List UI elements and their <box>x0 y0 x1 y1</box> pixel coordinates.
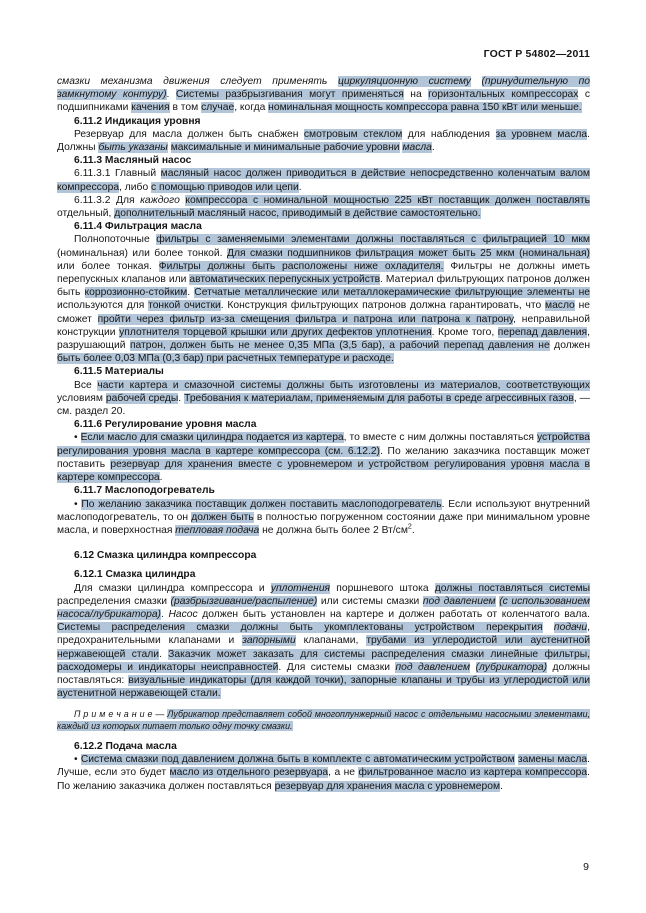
text-run: трубами из углеродистой или аустенитной нержавеющей стали <box>57 635 590 660</box>
text-run: масляный насос должен приводиться в действие непосредственно коленчатым валом <box>160 168 591 180</box>
text-run: запорными <box>242 635 296 647</box>
text-run <box>470 662 476 673</box>
text-run: , либо <box>119 181 152 193</box>
text-run: на <box>403 89 429 101</box>
text-run: 6.12.2 Подача масла <box>74 740 177 752</box>
page-number: 9 <box>583 861 589 873</box>
text-run: , — см. раздел 20. <box>57 392 590 418</box>
text-run: масла <box>402 142 432 154</box>
text-run: уплотнителя торцевой крышки или других дефектов уплотнения <box>119 326 432 338</box>
text-run: 6.11.3.2 Для <box>74 194 141 206</box>
text-run: Если масло для смазки цилиндра подается из картера <box>80 432 344 444</box>
text-run: горизонтальных компрессорах <box>428 89 579 101</box>
text-run: Все <box>74 379 98 391</box>
text-run: патрон, должен быть не менее 0,35 МПа (3,5 бар), а рабочий перепад давления не <box>129 340 550 352</box>
text-run: качения <box>131 102 170 114</box>
heading <box>57 115 590 128</box>
text-run: Насос <box>168 608 198 620</box>
text-run: под давлением <box>395 661 471 673</box>
text-run: 6.11.5 Материалы <box>74 366 164 378</box>
text-run: масло <box>544 300 575 312</box>
text-run: поршневого штока <box>330 582 435 594</box>
text-run: фильтрованное масло из картера компрессора <box>358 767 588 779</box>
text-run: . <box>500 780 503 792</box>
text-run: рабочей среды <box>105 392 179 404</box>
text-run: распределения смазки <box>57 595 171 607</box>
text-run: должен быть установлен на картере и должен работать от коленчатого вала. <box>197 608 590 620</box>
text-run: 6.11.4 Фильтрация масла <box>74 221 202 233</box>
text-run: Заказчик может заказать для системы распределения смазки линейные фильтры, расходомеры и индикаторы неисправностей <box>57 648 590 673</box>
text-run: . <box>431 142 435 154</box>
text-run: . Лучше, если это будет <box>57 754 590 779</box>
text-run: части картера и смазочной системы должны быть изготовлены из материалов, соответствующих <box>97 379 591 391</box>
text-run: 2 <box>407 523 412 531</box>
text-run: Для смазки подшипников фильтрация может быть 25 мкм (номинальная) <box>226 247 590 259</box>
heading <box>57 365 590 378</box>
text-run: подачи <box>553 622 588 634</box>
text-run: за уровнем масла <box>495 128 588 140</box>
text-run: не должна быть более 2 Вт/см <box>259 524 408 536</box>
paragraph <box>57 194 590 220</box>
text-run <box>543 622 554 633</box>
text-run: . Кроме того, <box>431 326 498 338</box>
text-run: Фильтры должны быть расположены ниже охладителя. <box>158 260 444 272</box>
text-run: . <box>411 524 415 536</box>
paragraph <box>57 498 590 538</box>
text-run: в полностью погруженном состоянии даже при минимальном уровне масла, и поверхностная <box>57 511 590 536</box>
text-run: . <box>160 608 169 620</box>
heading <box>57 740 590 753</box>
text-run: . <box>166 89 176 101</box>
text-run: Лубрикатор представляет собой многоплунжерный насос с отдельными насосными элементами, каждый из которых питает только одну точку смазки. <box>57 709 591 731</box>
text-run: 6.11.3 Масляный насос <box>74 155 192 167</box>
standard-code-header: ГОСТ Р 54802—2011 <box>483 48 590 60</box>
note <box>57 709 590 732</box>
text-run: коррозионно-стойким <box>84 287 188 299</box>
text-run: . <box>158 648 169 660</box>
text-run: Требования к материалам, применяемым для работы в среде агрессивных газов <box>184 392 574 404</box>
paragraph <box>57 582 590 701</box>
text-run: . Если используют внутренний маслоподогреватель, то он <box>57 498 590 523</box>
text-run: быть указаны <box>98 142 168 154</box>
text-run: условиям <box>57 392 106 404</box>
text-run <box>471 76 482 87</box>
text-run: с помощью приводов или цепи <box>151 181 299 193</box>
text-run: компрессора <box>57 181 120 193</box>
text-run: масло из отдельного резервуара <box>169 767 329 779</box>
paragraph <box>57 167 590 193</box>
text-run: должен быть <box>191 511 254 523</box>
text-run: компрессора с номинальной мощностью 225 кВт поставщик должен поставлять <box>185 194 590 206</box>
text-run: должен <box>549 340 591 352</box>
text-run: , неправильной конструкции <box>57 313 590 338</box>
text-run: тонкой очистки <box>148 300 221 312</box>
text-run: 6.11.3.1 Главный <box>74 168 161 180</box>
paragraph <box>57 379 590 419</box>
text-run: . Должны <box>57 128 590 154</box>
text-run: каждого <box>140 194 180 206</box>
heading <box>57 418 590 431</box>
text-run: Система смазки под давлением должна быть в комплекте с автоматическим устройством <box>80 754 515 766</box>
heading <box>57 568 590 581</box>
text-run: дополнительный масляный насос, приводимый в действие самостоятельно. <box>114 208 481 220</box>
text-run: По желанию заказчика поставщик должен поставить маслоподогреватель <box>81 498 442 510</box>
text-run: случае <box>201 102 235 114</box>
text-run: . По желанию заказчика поставщик может поставить <box>57 445 590 470</box>
document-body <box>57 75 590 793</box>
text-run: . <box>178 392 185 404</box>
heading <box>57 154 590 167</box>
text-run: фильтры с заменяемыми элементами должны поставляться с фильтрацией 10 мкм <box>156 234 590 246</box>
text-run: , разрушающий <box>57 326 590 352</box>
text-run: (номинальная) или более тонкой. <box>57 247 227 259</box>
text-run: с подшипниками <box>57 89 591 114</box>
paragraph <box>57 128 590 154</box>
text-run: Фильтры не должны иметь перепускных клапанов или <box>57 260 590 286</box>
paragraph <box>57 75 590 115</box>
text-run: • <box>74 498 82 510</box>
heading <box>57 220 590 233</box>
text-run: 6.11.7 Маслоподогреватель <box>74 485 215 497</box>
text-run: • <box>74 754 81 766</box>
text-run: быть более 0,03 МПа (0,3 бар) при расчетных температуре и расходе. <box>57 353 394 365</box>
text-run: 6.11.2 Индикация уровня <box>74 115 201 127</box>
text-run: используются для <box>57 300 149 312</box>
text-run: в том <box>169 102 202 114</box>
text-run: клапанами, <box>295 635 367 647</box>
text-run: (с использованием насоса/лубрикатора) <box>57 595 590 620</box>
text-run: циркуляционную систему <box>337 76 471 87</box>
text-run: Полнопоточные <box>74 234 157 246</box>
text-run: смотровым стеклом <box>303 128 403 140</box>
section-heading <box>57 549 590 562</box>
text-run: отдельный, <box>57 208 115 220</box>
paragraph <box>57 753 590 793</box>
text-run: . По желанию заказчика должен поставляться <box>57 767 590 792</box>
text-run: . <box>159 472 163 484</box>
text-run: должны поставляться системы <box>434 582 590 594</box>
text-run: Резервуар для масла должен быть снабжен <box>74 128 304 140</box>
heading <box>57 484 590 497</box>
paragraph <box>57 431 590 484</box>
text-run: . Материал фильтрующих патронов должен быть <box>57 274 590 299</box>
text-run: замены масла <box>517 754 588 766</box>
text-run: автоматических перепускных устройств <box>189 274 381 286</box>
text-run: номинальная мощность компрессора равна 150 кВт или меньше. <box>268 102 582 114</box>
text-run: для наблюдения <box>402 128 496 140</box>
text-run: (принудительную по замкнутому контуру) <box>57 76 590 101</box>
text-run: . Для системы смазки <box>278 661 396 673</box>
text-run: должны поставляться: <box>57 661 590 686</box>
text-run: устройства регулирования уровня масла в картере компрессора (см. 6.12.2) <box>57 432 590 457</box>
text-run: Системы распределения смазки должны быть укомплектованы устройством перекрытия <box>57 622 543 634</box>
text-run: 6.12 Смазка цилиндра компрессора <box>74 550 257 562</box>
text-run: 6.12.1 Смазка цилиндра <box>74 569 196 581</box>
text-run: , а не <box>328 767 359 779</box>
paragraph <box>57 233 590 365</box>
text-run: не сможет <box>57 300 590 325</box>
text-run: или более тонкая. <box>57 260 159 272</box>
text-run: смазки механизма движения следует применять <box>57 76 338 87</box>
text-run: максимальные и минимальные рабочие уровни <box>170 142 400 154</box>
text-run: П р и м е ч а н и е — <box>74 709 168 720</box>
text-run: резервуар для хранения вместе с уровнемером и устройством регулирования уровня масла в картере компрессора <box>57 458 590 484</box>
text-run: под давлением <box>422 595 496 607</box>
text-run: Системы разбрызгивания могут применяться <box>175 89 404 101</box>
text-run: резервуар для хранения масла с уровнемером <box>274 780 501 792</box>
text-run: . <box>298 181 302 193</box>
text-run: Для смазки цилиндра компрессора и <box>74 582 271 594</box>
text-run: . <box>187 287 195 299</box>
text-run: уплотнения <box>270 582 331 594</box>
text-run: , предохранительными клапанами и <box>57 622 590 647</box>
text-run: 6.11.6 Регулирование уровня масла <box>74 419 257 431</box>
text-run: тепловая подача <box>175 524 260 536</box>
text-run: пройти через фильтр из-за смещения фильтра и патрона или патрона к патрону <box>97 313 514 325</box>
text-run: (лубрикатора) <box>475 661 547 673</box>
text-run: перепад давления <box>497 326 588 338</box>
text-run: • <box>74 432 81 444</box>
text-run: . Конструкция фильтрующих патронов должна гарантировать, что <box>220 300 545 312</box>
text-run: (разбрызгивание/распыление) <box>170 595 318 607</box>
text-run: визуальные индикаторы (для каждой точки), запорные клапаны и трубы из углеродистой или аустенитной нержавеющей стали. <box>57 674 590 700</box>
text-run: , то вместе с ним должны поставляться <box>343 432 537 444</box>
text-run: , когда <box>234 102 269 114</box>
text-run: или системы смазки <box>317 595 423 607</box>
text-run: Сетчатые металлические или металлокерамические фильтрующие элементы не <box>194 287 590 299</box>
